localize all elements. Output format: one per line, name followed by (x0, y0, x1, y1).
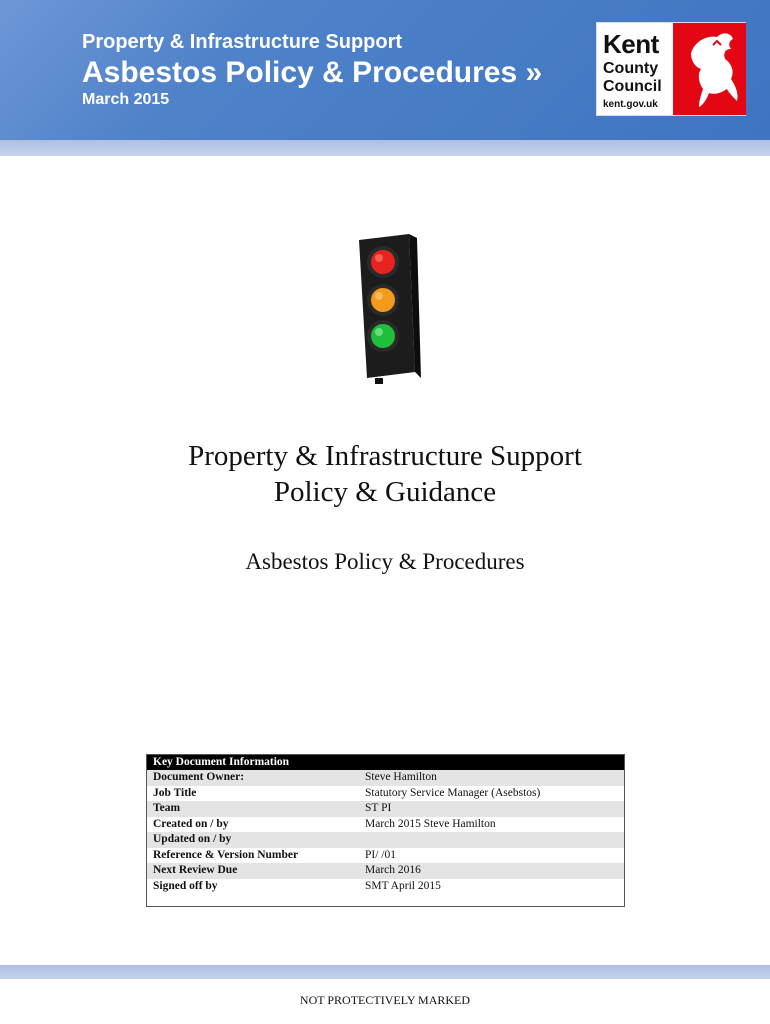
info-value: March 2016 (365, 864, 421, 876)
info-key: Signed off by (153, 879, 218, 892)
logo-wordmark (597, 23, 672, 117)
protective-marking: NOT PROTECTIVELY MARKED (299, 993, 471, 1007)
kcc-logo (596, 22, 746, 116)
info-key: Created on / by (153, 817, 229, 830)
banner-department: Property & Infrastructure Support (82, 31, 403, 53)
info-row-team (147, 801, 624, 817)
banner-title: Asbestos Policy & Procedures » (82, 56, 543, 89)
info-key: Reference & Version Number (153, 848, 299, 861)
document-subtitle: Asbestos Policy & Procedures (245, 549, 525, 574)
document-title-line1: Property & Infrastructure Support (188, 440, 582, 472)
info-value: Steve Hamilton (365, 771, 437, 783)
footer-stripe (0, 965, 770, 979)
info-row-reference (147, 848, 624, 864)
info-row-document-owner (147, 770, 624, 786)
info-key: Updated on / by (153, 833, 232, 845)
logo-council-text: Council (603, 78, 662, 95)
info-value: SMT April 2015 (365, 879, 441, 892)
white-horse-emblem (673, 23, 746, 115)
info-key: Document Owner: (153, 771, 245, 783)
logo-url-text: kent.gov.uk (603, 99, 658, 110)
info-value (365, 832, 624, 848)
info-value: ST PI (365, 802, 392, 814)
info-row-updated (147, 832, 624, 848)
info-value: Statutory Service Manager (Asebstos) (365, 786, 541, 799)
info-table-heading: Key Document Information (147, 755, 624, 770)
logo-kent-text: Kent (603, 29, 659, 59)
info-value: PI/ /01 (365, 848, 396, 861)
info-value: March 2015 Steve Hamilton (365, 817, 496, 830)
logo-county-text: County (603, 60, 659, 77)
document-title-line2: Policy & Guidance (273, 476, 497, 508)
info-key: Job Title (153, 786, 197, 799)
info-key: Next Review Due (153, 864, 238, 876)
info-row-job-title (147, 786, 624, 802)
traffic-light-image (345, 232, 425, 384)
info-row-signed-off (147, 879, 624, 895)
banner-date: March 2015 (82, 91, 170, 108)
header-stripe (0, 140, 770, 156)
info-row-next-review (147, 863, 624, 879)
info-key: Team (153, 802, 181, 814)
info-row-created (147, 817, 624, 833)
key-document-info-table (146, 754, 625, 907)
